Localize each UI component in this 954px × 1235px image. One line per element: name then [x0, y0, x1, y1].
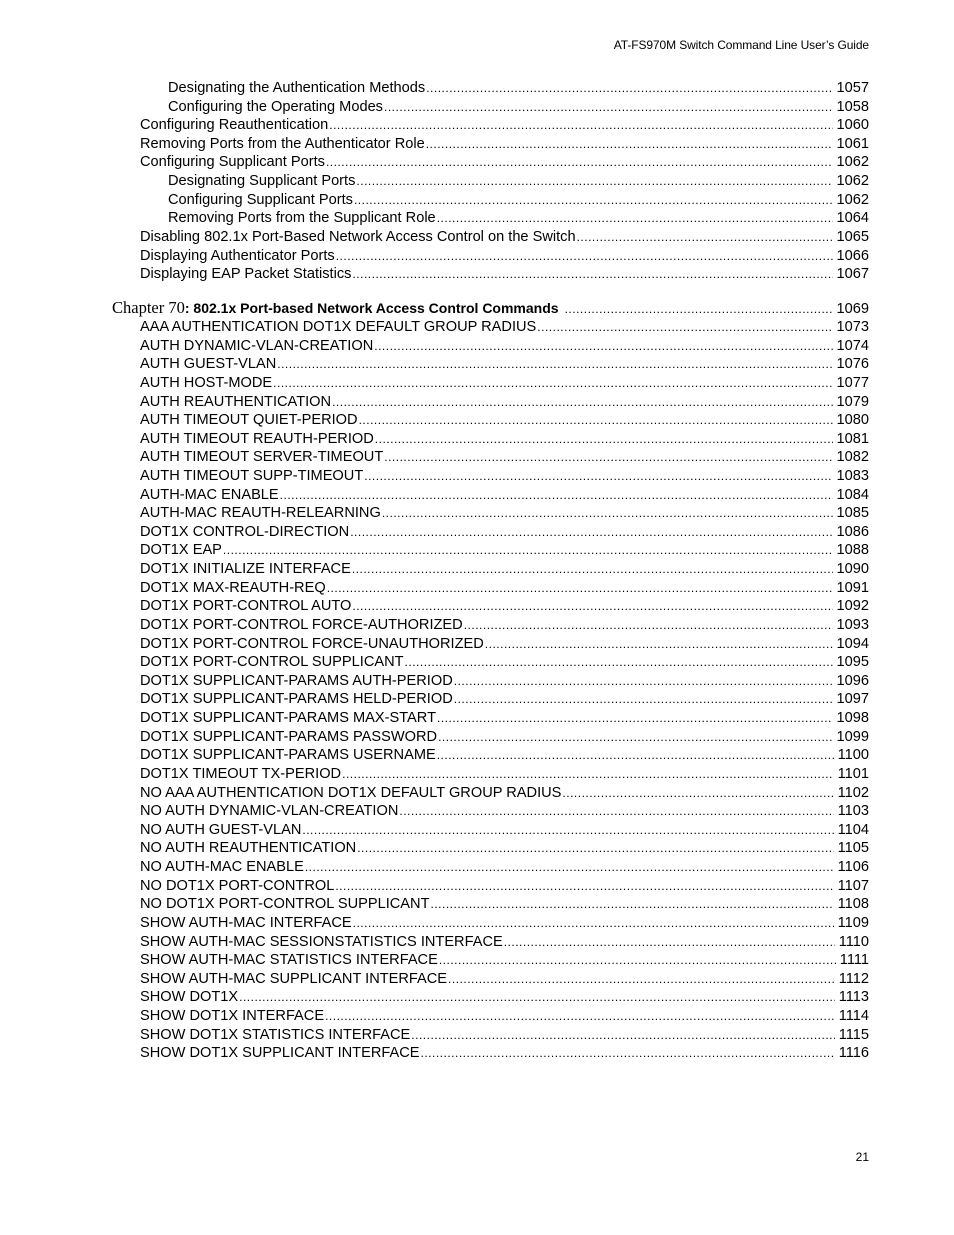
dot-leader: [562, 784, 833, 803]
toc-entry-page: 1092: [836, 598, 869, 615]
toc-entry[interactable]: [140, 821, 869, 840]
toc-entry-title: NO AUTH-MAC ENABLE: [140, 859, 304, 876]
dot-leader: [352, 597, 832, 616]
dot-leader: [399, 802, 833, 821]
toc-entry[interactable]: [140, 616, 869, 635]
dot-leader: [411, 1026, 834, 1045]
toc-entry[interactable]: [140, 393, 869, 412]
toc-entry[interactable]: [140, 765, 869, 784]
toc-entry-page: 1100: [837, 747, 869, 764]
toc-entry-title: SHOW DOT1X STATISTICS INTERFACE: [140, 1026, 411, 1043]
toc-entry-page: 1113: [838, 989, 869, 1006]
dot-leader: [454, 672, 833, 691]
dot-leader: [305, 858, 834, 877]
toc-entry[interactable]: [140, 1007, 869, 1026]
toc-entry[interactable]: [140, 802, 869, 821]
dot-leader: [438, 728, 832, 747]
dot-leader: [342, 765, 834, 784]
toc-entry-page: 1105: [837, 840, 869, 857]
toc-entry[interactable]: [140, 467, 869, 486]
toc-entry-page: 1082: [836, 449, 869, 466]
dot-leader: [352, 560, 833, 579]
dot-leader: [336, 247, 833, 266]
toc-entry-page: 1111: [839, 952, 869, 969]
toc-entry-title: NO DOT1X PORT-CONTROL SUPPLICANT: [140, 896, 430, 913]
dot-leader: [280, 486, 833, 505]
toc-entry-page: 1084: [836, 486, 869, 503]
chapter-page: 1069: [836, 300, 869, 317]
dot-leader: [577, 228, 833, 247]
toc-entry-page: 1077: [836, 374, 869, 391]
toc-entry-page: 1099: [836, 728, 869, 745]
dot-leader: [326, 153, 833, 172]
dot-leader: [329, 116, 832, 135]
dot-leader: [384, 98, 833, 117]
toc-entry[interactable]: [140, 355, 869, 374]
toc-entry-title: AUTH-MAC REAUTH-RELEARNING: [140, 505, 381, 522]
dot-leader: [364, 467, 832, 486]
dot-leader: [448, 970, 835, 989]
dot-leader: [437, 209, 833, 228]
toc-entry[interactable]: [140, 597, 869, 616]
toc-entry[interactable]: [140, 877, 869, 896]
dot-leader: [439, 951, 836, 970]
toc-entry[interactable]: [168, 191, 869, 210]
toc-entry-title: AUTH-MAC ENABLE: [140, 486, 279, 503]
toc-entry-page: 1115: [838, 1026, 869, 1043]
toc-entry[interactable]: [168, 209, 869, 228]
toc-entry-page: 1066: [836, 247, 869, 264]
dot-leader: [382, 504, 833, 523]
chapter-label: Chapter 70: [112, 297, 185, 317]
dot-leader: [277, 355, 832, 374]
toc-entry[interactable]: [140, 988, 869, 1007]
dot-leader: [485, 635, 833, 654]
toc-entry-page: 1103: [837, 803, 869, 820]
toc-entry-page: 1065: [836, 228, 869, 245]
toc-entry[interactable]: [140, 374, 869, 393]
toc-entry-page: 1104: [837, 821, 869, 838]
toc-entry[interactable]: [140, 430, 869, 449]
toc-entry[interactable]: [140, 1044, 869, 1063]
dot-leader: [405, 653, 833, 672]
toc-entry-title: Designating Supplicant Ports: [168, 173, 356, 190]
toc-entry-page: 1081: [836, 430, 869, 447]
dot-leader: [565, 300, 833, 319]
dot-leader: [375, 430, 833, 449]
toc-entry-title: Configuring Reauthentication: [140, 117, 329, 134]
toc-entry-title: DOT1X SUPPLICANT-PARAMS AUTH-PERIOD: [140, 672, 453, 689]
toc-entry[interactable]: [140, 839, 869, 858]
toc-entry[interactable]: [140, 784, 869, 803]
toc-entry[interactable]: [140, 486, 869, 505]
dot-leader: [223, 541, 833, 560]
toc-entry-page: 1093: [836, 616, 869, 633]
toc-entry[interactable]: [140, 728, 869, 747]
toc-entry-page: 1085: [836, 505, 869, 522]
toc-entry-page: 1062: [836, 191, 869, 208]
dot-leader: [352, 265, 832, 284]
toc-entry-page: 1107: [837, 877, 869, 894]
toc-entry[interactable]: [140, 709, 869, 728]
dot-leader: [357, 839, 833, 858]
toc-entry-title: NO AUTH GUEST-VLAN: [140, 821, 302, 838]
toc-entry-page: 1086: [836, 523, 869, 540]
dot-leader: [384, 448, 832, 467]
toc-entry-title: AUTH REAUTHENTICATION: [140, 393, 332, 410]
toc-entry[interactable]: [140, 504, 869, 523]
toc-entry-page: 1057: [836, 80, 869, 96]
dot-leader: [353, 914, 834, 933]
toc-entry-title: Displaying EAP Packet Statistics: [140, 266, 352, 283]
dot-leader: [359, 411, 833, 430]
toc-entry[interactable]: [140, 895, 869, 914]
toc-entry[interactable]: [140, 579, 869, 598]
toc-entry-title: AUTH HOST-MODE: [140, 374, 273, 391]
toc-entry-page: 1061: [836, 135, 869, 152]
toc-entry-title: Displaying Authenticator Ports: [140, 247, 335, 264]
toc-entry-page: 1060: [836, 117, 869, 134]
toc-entry[interactable]: [168, 98, 869, 117]
toc-entry[interactable]: [140, 746, 869, 765]
toc-entry-title: DOT1X CONTROL-DIRECTION: [140, 523, 350, 540]
toc-entry-page: 1062: [836, 173, 869, 190]
toc-entry[interactable]: [140, 153, 869, 172]
toc-entry[interactable]: [140, 448, 869, 467]
toc-entry[interactable]: [140, 265, 869, 284]
toc-entry-page: 1064: [836, 210, 869, 227]
toc-entry-page: 1090: [836, 561, 869, 578]
toc-entry[interactable]: [140, 970, 869, 989]
toc-entry[interactable]: [140, 951, 869, 970]
toc-entry-page: 1102: [837, 784, 869, 801]
toc-entry[interactable]: [140, 672, 869, 691]
toc-entry-title: DOT1X SUPPLICANT-PARAMS USERNAME: [140, 747, 436, 764]
toc-entry-page: 1108: [837, 896, 869, 913]
toc-entry-page: 1110: [838, 933, 869, 950]
toc-entry-page: 1112: [838, 970, 869, 987]
toc-entry-title: AUTH TIMEOUT QUIET-PERIOD: [140, 412, 358, 429]
toc-entry-title: DOT1X SUPPLICANT-PARAMS MAX-START: [140, 710, 436, 727]
toc-entry-title: DOT1X EAP: [140, 542, 222, 559]
toc-entry[interactable]: [140, 635, 869, 654]
toc-entry-title: Removing Ports from the Supplicant Role: [168, 210, 436, 227]
toc-entry-title: NO AUTH REAUTHENTICATION: [140, 840, 357, 857]
toc-entry[interactable]: [140, 523, 869, 542]
toc-entry-page: 1096: [836, 672, 869, 689]
chapter-title: : 802.1x Port-based Network Access Control Commands: [184, 299, 559, 316]
dot-leader: [327, 579, 833, 598]
page-number: 21: [855, 1150, 869, 1164]
dot-leader: [431, 895, 834, 914]
toc-entry-title: DOT1X PORT-CONTROL SUPPLICANT: [140, 654, 404, 671]
dot-leader: [302, 821, 833, 840]
toc-entry-title: DOT1X PORT-CONTROL AUTO: [140, 598, 352, 615]
dot-leader: [426, 79, 832, 98]
toc-entry-title: AUTH GUEST-VLAN: [140, 356, 277, 373]
toc-entry[interactable]: [140, 247, 869, 266]
toc-entry[interactable]: [140, 914, 869, 933]
toc-entry-page: 1088: [836, 542, 869, 559]
toc-entry-page: 1114: [838, 1007, 869, 1024]
toc-entry[interactable]: [140, 135, 869, 154]
toc-entry-title: SHOW AUTH-MAC STATISTICS INTERFACE: [140, 952, 438, 969]
dot-leader: [421, 1044, 835, 1063]
dot-leader: [454, 690, 833, 709]
toc-entry[interactable]: [140, 1026, 869, 1045]
toc-entry-title: DOT1X SUPPLICANT-PARAMS PASSWORD: [140, 728, 438, 745]
toc-entry[interactable]: [140, 411, 869, 430]
toc-entry[interactable]: [140, 337, 869, 356]
toc-entry-page: 1095: [836, 654, 869, 671]
toc-entry-title: AUTH TIMEOUT SERVER-TIMEOUT: [140, 449, 384, 466]
toc-entry-page: 1098: [836, 710, 869, 727]
toc-entry-title: Configuring the Operating Modes: [168, 98, 383, 115]
toc-entry-title: SHOW DOT1X SUPPLICANT INTERFACE: [140, 1045, 420, 1062]
toc-entry-page: 1091: [836, 579, 869, 596]
toc-entry-page: 1116: [838, 1045, 869, 1062]
dot-leader: [437, 709, 833, 728]
toc-entry-page: 1097: [836, 691, 869, 708]
toc-entry[interactable]: [140, 318, 869, 337]
toc-entry-title: Disabling 802.1x Port-Based Network Access Control on the Switch: [140, 228, 576, 245]
toc-entry-title: AAA AUTHENTICATION DOT1X DEFAULT GROUP RADIUS: [140, 319, 537, 336]
dot-leader: [273, 374, 832, 393]
dot-leader: [437, 746, 834, 765]
toc-entry-title: Configuring Supplicant Ports: [168, 191, 353, 208]
toc-entry-page: 1062: [836, 154, 869, 171]
toc-entry-title: Removing Ports from the Authenticator Role: [140, 135, 425, 152]
toc-entry-title: DOT1X PORT-CONTROL FORCE-UNAUTHORIZED: [140, 635, 484, 652]
toc-entry-title: AUTH TIMEOUT REAUTH-PERIOD: [140, 430, 374, 447]
toc-entry-page: 1073: [836, 319, 869, 336]
toc-entry-page: 1079: [836, 393, 869, 410]
toc-entry-page: 1094: [836, 635, 869, 652]
toc-entry-page: 1106: [837, 859, 869, 876]
toc-entry-title: SHOW DOT1X INTERFACE: [140, 1007, 325, 1024]
toc-entry-page: 1058: [836, 98, 869, 115]
toc-entry-page: 1074: [836, 337, 869, 354]
toc-entry[interactable]: [140, 116, 869, 135]
toc-entry-title: Designating the Authentication Methods: [168, 80, 426, 96]
dot-leader: [537, 318, 832, 337]
dot-leader: [356, 172, 832, 191]
toc-entry-title: DOT1X TIMEOUT TX-PERIOD: [140, 765, 342, 782]
toc-entry-title: DOT1X MAX-REAUTH-REQ: [140, 579, 326, 596]
toc-entry-title: Configuring Supplicant Ports: [140, 154, 325, 171]
toc-entry[interactable]: [140, 541, 869, 560]
toc-entry-page: 1067: [836, 266, 869, 283]
dot-leader: [504, 933, 835, 952]
dot-leader: [335, 877, 833, 896]
dot-leader: [374, 337, 832, 356]
toc-entry-page: 1083: [836, 468, 869, 484]
toc-entry-title: SHOW AUTH-MAC SUPPLICANT INTERFACE: [140, 970, 448, 987]
dot-leader: [239, 988, 835, 1007]
toc-entry-page: 1076: [836, 356, 869, 373]
toc-entry[interactable]: [140, 560, 869, 579]
toc-entry[interactable]: [140, 933, 869, 952]
toc-entry-title: DOT1X PORT-CONTROL FORCE-AUTHORIZED: [140, 616, 463, 633]
running-header: AT-FS970M Switch Command Line User’s Guide: [613, 38, 869, 52]
toc-entry-title: DOT1X SUPPLICANT-PARAMS HELD-PERIOD: [140, 691, 453, 708]
dot-leader: [426, 135, 833, 154]
toc-entry-page: 1080: [836, 412, 869, 429]
toc-entry-page: 1109: [837, 914, 869, 931]
toc-entry-title: NO AUTH DYNAMIC-VLAN-CREATION: [140, 803, 399, 820]
toc-entry[interactable]: [168, 172, 869, 191]
toc-entry[interactable]: [140, 653, 869, 672]
toc-entry[interactable]: [168, 79, 869, 98]
dot-leader: [325, 1007, 835, 1026]
toc-entry[interactable]: [140, 858, 869, 877]
dot-leader: [354, 191, 833, 210]
toc-entry-title: NO AAA AUTHENTICATION DOT1X DEFAULT GROUP RADIUS: [140, 784, 562, 801]
toc-entry-title: AUTH DYNAMIC-VLAN-CREATION: [140, 337, 374, 354]
dot-leader: [350, 523, 832, 542]
dot-leader: [464, 616, 833, 635]
toc-entry-page: 1101: [837, 765, 869, 782]
toc-entry-title: SHOW DOT1X: [140, 989, 239, 1006]
dot-leader: [332, 393, 832, 412]
toc-entry[interactable]: [140, 228, 869, 247]
toc-entry-title: DOT1X INITIALIZE INTERFACE: [140, 561, 351, 578]
toc-entry-title: SHOW AUTH-MAC INTERFACE: [140, 914, 352, 931]
toc-entry-title: SHOW AUTH-MAC SESSIONSTATISTICS INTERFACE: [140, 933, 503, 950]
toc-entry-title: NO DOT1X PORT-CONTROL: [140, 877, 335, 894]
toc-entry-title: AUTH TIMEOUT SUPP-TIMEOUT: [140, 468, 364, 484]
toc-entry[interactable]: [140, 690, 869, 709]
chapter-heading[interactable]: [112, 299, 869, 318]
